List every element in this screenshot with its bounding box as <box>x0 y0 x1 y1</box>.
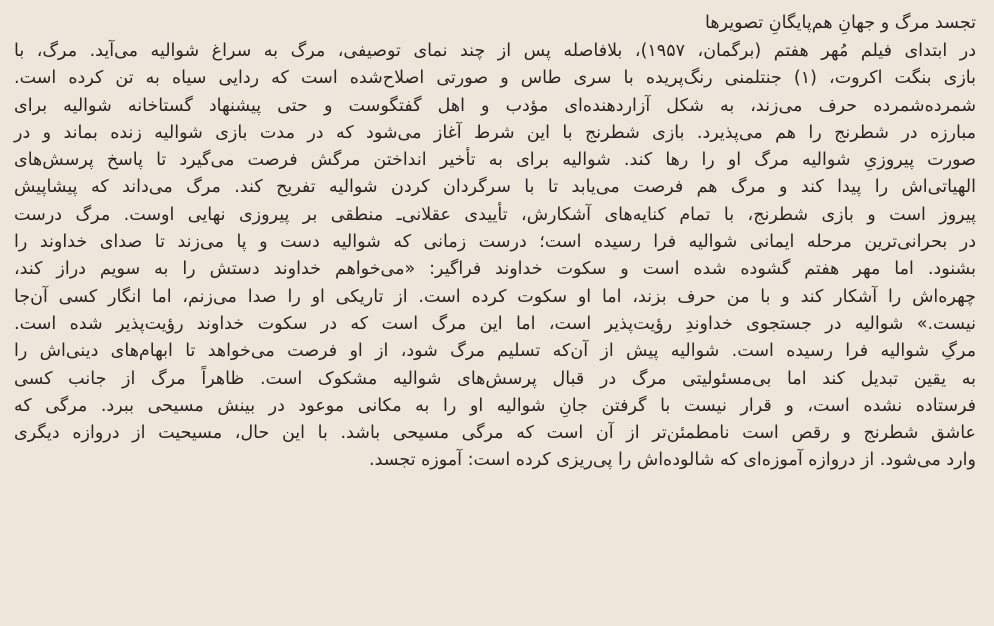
body-line: در ابتدای فیلم مُهر هفتم (برگمان، ۱۹۵۷)، بلافاصله پس از چند نمای توصیفی، مرگ به سراغ شوالیه می‌آید. مرگ، با <box>14 41 976 61</box>
body-line: وارد می‌شود. از دروازه آموزه‌ای که شالوده‌اش را پی‌ریزی کرده است: آموزه تجسد. <box>369 450 976 471</box>
body-line: به یقین تبدیل کند اما بی‌مسئولیتی مرگ در قبال پرسش‌های شوالیه مشکوک است. ظاهراً مرگ از جانب کسی <box>14 368 976 389</box>
body-line: نیست.» شوالیه در جستجوی خداوندِ رؤیت‌پذیر است، اما این مرگ است که در سکوت خداوند رؤیت‌پذیر شده است. <box>14 313 976 334</box>
body-line: مبارزه در شطرنج را هم می‌پذیرد. بازی شطرنج با این شرط آغاز می‌شود که در مدت بازی شوالیه زنده بماند و در <box>14 122 976 143</box>
body-line: در بحرانی‌ترین مرحله ایمانی شوالیه فرا رسیده است؛ درست زمانی که شوالیه دست و پا می‌زند تا صدای خداوند را <box>14 232 976 253</box>
article-body <box>14 38 976 475</box>
body-line: شمرده‌شمرده حرف می‌زند، به شکل آزاردهنده‌ای مؤدب و اهل گفتگوست و حتی پیشنهاد گستاخانه شوالیه برای <box>14 95 976 116</box>
body-line: چهره‌اش را آشکار کند و با من حرف بزند، اما او سکوت کرده است. از تاریکی او را صدا می‌زنم، اما انگار کسی آن‌جا <box>14 286 976 307</box>
body-line: مرگِ شوالیه فرا رسیده است. شوالیه پیش از آن‌که تسلیم مرگ شود، از او فرصت می‌خواهد تا ابهام‌های دینی‌اش را <box>14 341 976 362</box>
body-line: پیروز است و بازی شطرنج، با تمام کنایه‌های آشکارش، تأییدی عقلانی‌ـ منطقی بر پیروزی نهایی اوست. مرگ درست <box>14 204 976 225</box>
body-line: عاشق شطرنج و رقص است نامطمئن‌تر از آن است که مرگی مسیحی باشد. با این حال، مسیحیت از دروازه دیگری <box>14 423 976 444</box>
body-line: بازی بنگت اکروت، (۱) جنتلمنی رنگ‌پریده با سری طاس و صورتی اصلاح‌شده است که ردایی سیاه به تن کرده است. <box>14 68 976 89</box>
body-line: صورت پیروزیِ شوالیه مرگ او را رها کند. شوالیه برای به تأخیر انداختن مرگش فرصت می‌گیرد تا پاسخ پرسش‌های <box>14 150 976 171</box>
article-title: تجسد مرگ و جهانِ هم‌پایگانِ تصویرها <box>705 13 976 33</box>
body-line: بشنود. اما مهر هفتم گشوده شده است و سکوت خداوند فراگیر: «می‌خواهم خداوند دستش را به سویم دراز کند، <box>14 259 976 280</box>
body-line: فرستاده نشده است، و قرار نیست با گرفتن جانِ شوالیه او را به مکانی موعود در بینش مسیحی ببرد. مرگی که <box>14 395 976 416</box>
body-line: الهیاتی‌اش را پیدا کند و مرگ هم فرصت می‌یابد تا با سرگردان کردن شوالیه تفریح کند. مرگ می‌داند که پیشاپیش <box>14 177 976 198</box>
